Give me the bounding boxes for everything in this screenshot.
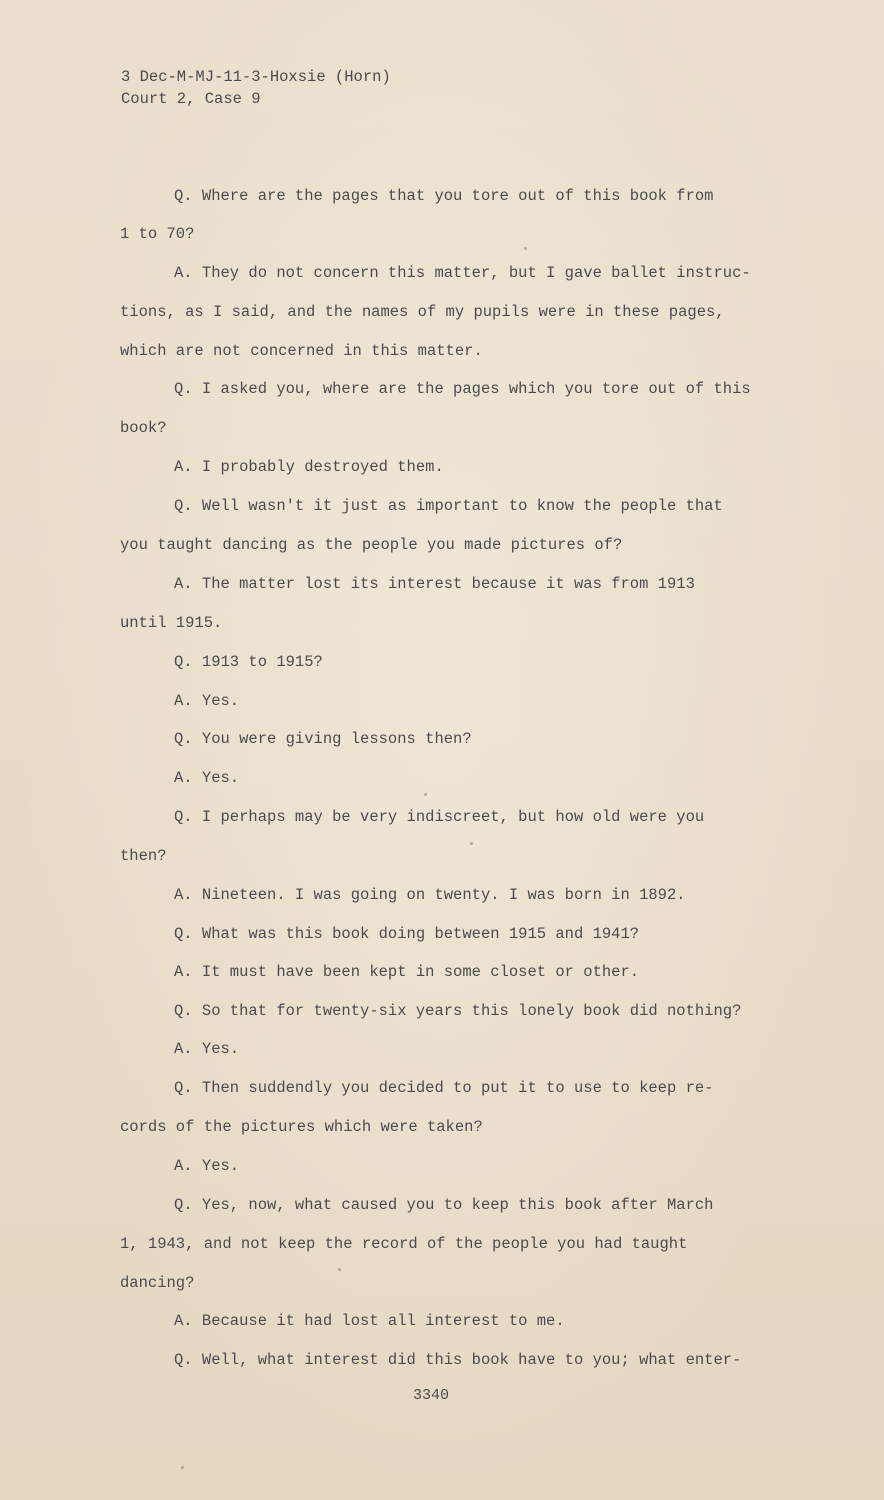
transcript-line: A. Nineteen. I was going on twenty. I was born in 1892. <box>174 886 686 904</box>
transcript-line: Q. Then suddendly you decided to put it to use to keep re- <box>174 1079 714 1097</box>
transcript-line: dancing? <box>120 1274 195 1292</box>
transcript-line: which are not concerned in this matter. <box>120 342 483 360</box>
paper-speck <box>424 793 427 796</box>
transcript-line: 1, 1943, and not keep the record of the people you had taught <box>120 1235 688 1253</box>
paper-speck <box>524 247 527 250</box>
transcript-line: until 1915. <box>120 614 223 632</box>
transcript-line: Q. I perhaps may be very indiscreet, but how old were you <box>174 808 705 826</box>
transcript-line: Q. Where are the pages that you tore out of this book from <box>174 187 714 205</box>
transcript-line: then? <box>120 847 167 865</box>
transcript-line: A. They do not concern this matter, but I gave ballet instruc- <box>174 264 751 282</box>
paper-speck <box>181 1466 184 1469</box>
transcript-line: A. I probably destroyed them. <box>174 458 444 476</box>
header-court-case: Court 2, Case 9 <box>121 90 261 108</box>
transcript-line: tions, as I said, and the names of my pupils were in these pages, <box>120 303 725 321</box>
transcript-line: A. It must have been kept in some closet or other. <box>174 963 640 981</box>
transcript-line: Q. So that for twenty-six years this lonely book did nothing? <box>174 1002 742 1020</box>
document-header <box>121 66 391 110</box>
transcript-line: 1 to 70? <box>120 225 195 243</box>
transcript-line: Q. Yes, now, what caused you to keep this book after March <box>174 1196 714 1214</box>
transcript-line: Q. I asked you, where are the pages which you tore out of this <box>174 380 751 398</box>
paper-speck <box>338 1268 341 1271</box>
header-case-reference: 3 Dec-M-MJ-11-3-Hoxsie (Horn) <box>121 68 391 86</box>
transcript-line: Q. What was this book doing between 1915 and 1941? <box>174 925 640 943</box>
transcript-line: A. Yes. <box>174 692 240 710</box>
transcript-line: A. Yes. <box>174 1157 240 1175</box>
page-number: 3340 <box>413 1387 450 1404</box>
transcript-line: A. The matter lost its interest because it was from 1913 <box>174 575 695 593</box>
transcript-line: cords of the pictures which were taken? <box>120 1118 483 1136</box>
paper-speck <box>470 842 473 845</box>
transcript-line: A. Because it had lost all interest to me. <box>174 1312 565 1330</box>
transcript-line: Q. 1913 to 1915? <box>174 653 323 671</box>
transcript-line: you taught dancing as the people you made pictures of? <box>120 536 623 554</box>
transcript-line: Q. Well, what interest did this book have to you; what enter- <box>174 1351 742 1369</box>
transcript-line: Q. Well wasn't it just as important to know the people that <box>174 497 723 515</box>
transcript-line: book? <box>120 419 167 437</box>
transcript-line: A. Yes. <box>174 1040 240 1058</box>
transcript-line: Q. You were giving lessons then? <box>174 730 472 748</box>
transcript-line: A. Yes. <box>174 769 240 787</box>
